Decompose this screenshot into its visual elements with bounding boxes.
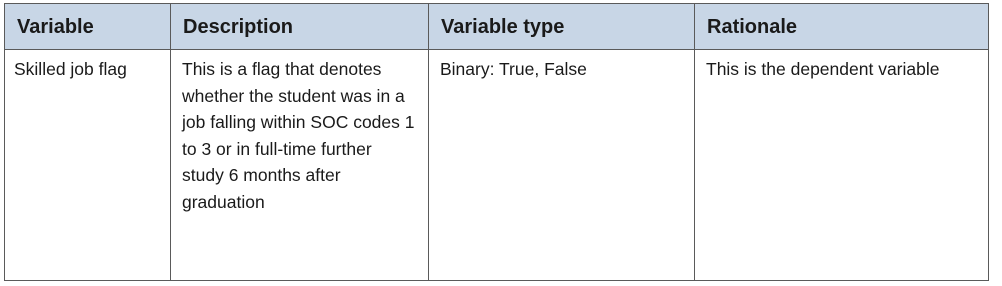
column-header-variable: Variable <box>5 4 171 50</box>
column-header-variable-type: Variable type <box>429 4 695 50</box>
variable-table <box>4 3 989 281</box>
cell-variable-type: Binary: True, False <box>429 50 695 281</box>
variable-table-container <box>4 3 989 281</box>
table-row <box>5 50 989 281</box>
table-header-row <box>5 4 989 50</box>
cell-description: This is a flag that denotes whether the student was in a job falling within SOC codes 1 to 3 or in full-time further study 6 months after graduation <box>171 50 429 281</box>
cell-variable: Skilled job flag <box>5 50 171 281</box>
column-header-description: Description <box>171 4 429 50</box>
column-header-rationale: Rationale <box>695 4 989 50</box>
cell-rationale: This is the dependent variable <box>695 50 989 281</box>
